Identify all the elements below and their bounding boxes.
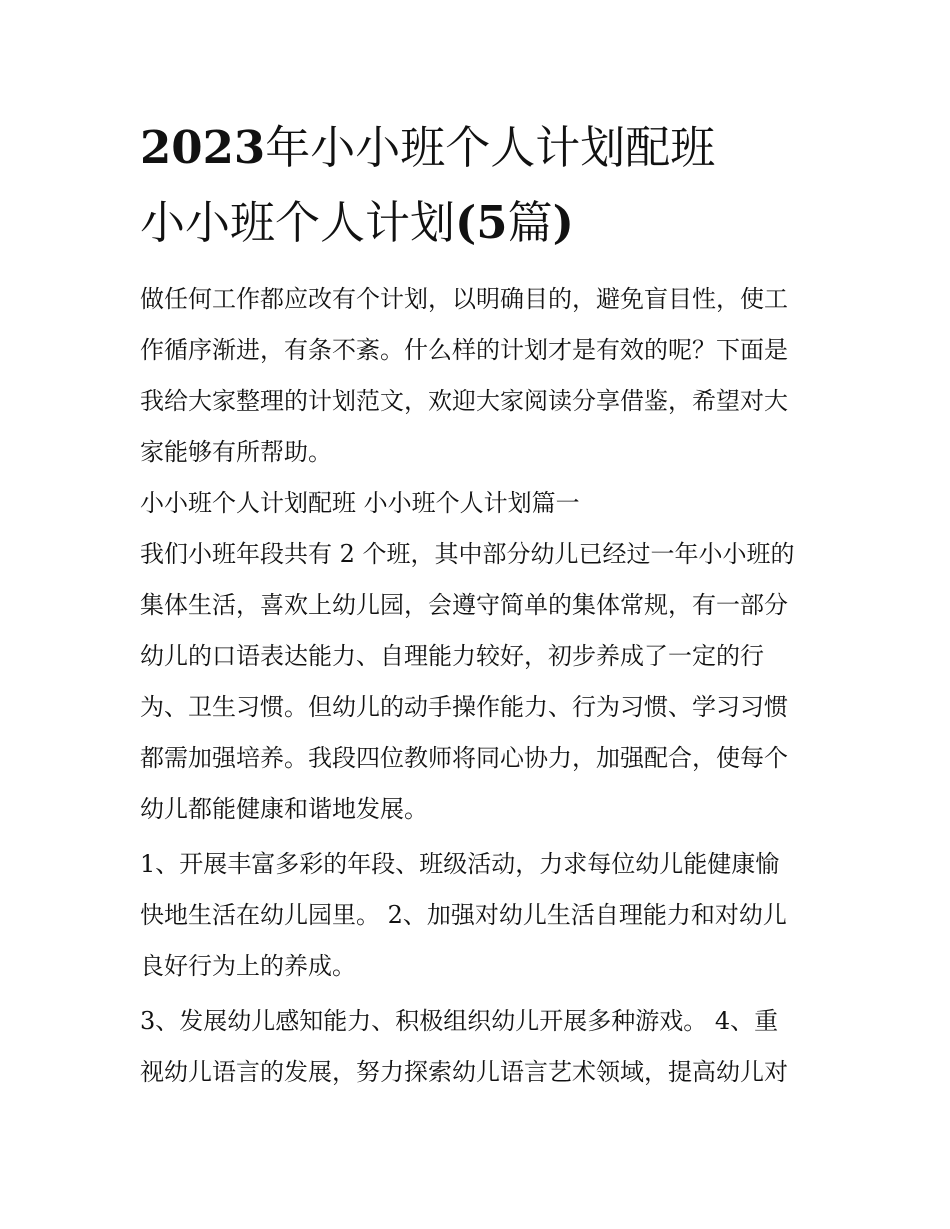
- text-line: 我们小班年段共有 2 个班，其中部分幼儿已经过一年小小班的: [140, 540, 795, 568]
- text-line: 3、发展幼儿感知能力、积极组织幼儿开展多种游戏。 4、重: [140, 1007, 779, 1035]
- document-content: [140, 110, 812, 1098]
- text-line: 为、卫生习惯。但幼儿的动手操作能力、行为习惯、学习习惯: [140, 693, 788, 721]
- document-title: [140, 110, 812, 260]
- title-year: 2023: [140, 121, 266, 174]
- title-line-2-text-b: 篇: [507, 196, 553, 249]
- text-line: 集体生活，喜欢上幼儿园，会遵守简单的集体常规，有一部分: [140, 591, 788, 619]
- text-line: 幼儿的口语表达能力、自理能力较好，初步养成了一定的行: [140, 642, 764, 670]
- title-line-1-text: 年小小班个人计划配班: [265, 121, 716, 174]
- goals-paragraph-1: [140, 839, 812, 992]
- title-line-1: [140, 110, 812, 185]
- text-line: 都需加强培养。我段四位教师将同心协力，加强配合，使每个: [140, 744, 788, 772]
- title-count: (5: [455, 196, 508, 249]
- goals-paragraph-2: [140, 996, 812, 1098]
- title-close-paren: ): [552, 196, 574, 249]
- overview-paragraph: [140, 529, 812, 835]
- document-body: [140, 274, 812, 1098]
- title-line-2: [140, 185, 812, 260]
- text-line: 家能够有所帮助。: [140, 438, 332, 466]
- text-line: 良好行为上的养成。: [140, 952, 356, 980]
- text-line: 1、开展丰富多彩的年段、班级活动，力求每位幼儿能健康愉: [140, 850, 780, 878]
- intro-paragraph: [140, 274, 812, 478]
- text-line: 我给大家整理的计划范文，欢迎大家阅读分享借鉴，希望对大: [140, 387, 788, 415]
- text-line: 作循序渐进，有条不紊。什么样的计划才是有效的呢？下面是: [140, 336, 788, 364]
- text-line: 幼儿都能健康和谐地发展。: [140, 795, 428, 823]
- text-line: 小小班个人计划配班 小小班个人计划篇一: [140, 489, 580, 517]
- text-line: 做任何工作都应改有个计划，以明确目的，避免盲目性，使工: [140, 285, 788, 313]
- text-line: 快地生活在幼儿园里。 2、加强对幼儿生活自理能力和对幼儿: [140, 901, 787, 929]
- text-line: 视幼儿语言的发展，努力探索幼儿语言艺术领域，提高幼儿对: [140, 1058, 788, 1086]
- section-heading: [140, 478, 812, 529]
- title-line-2-text-a: 小小班个人计划: [140, 196, 456, 249]
